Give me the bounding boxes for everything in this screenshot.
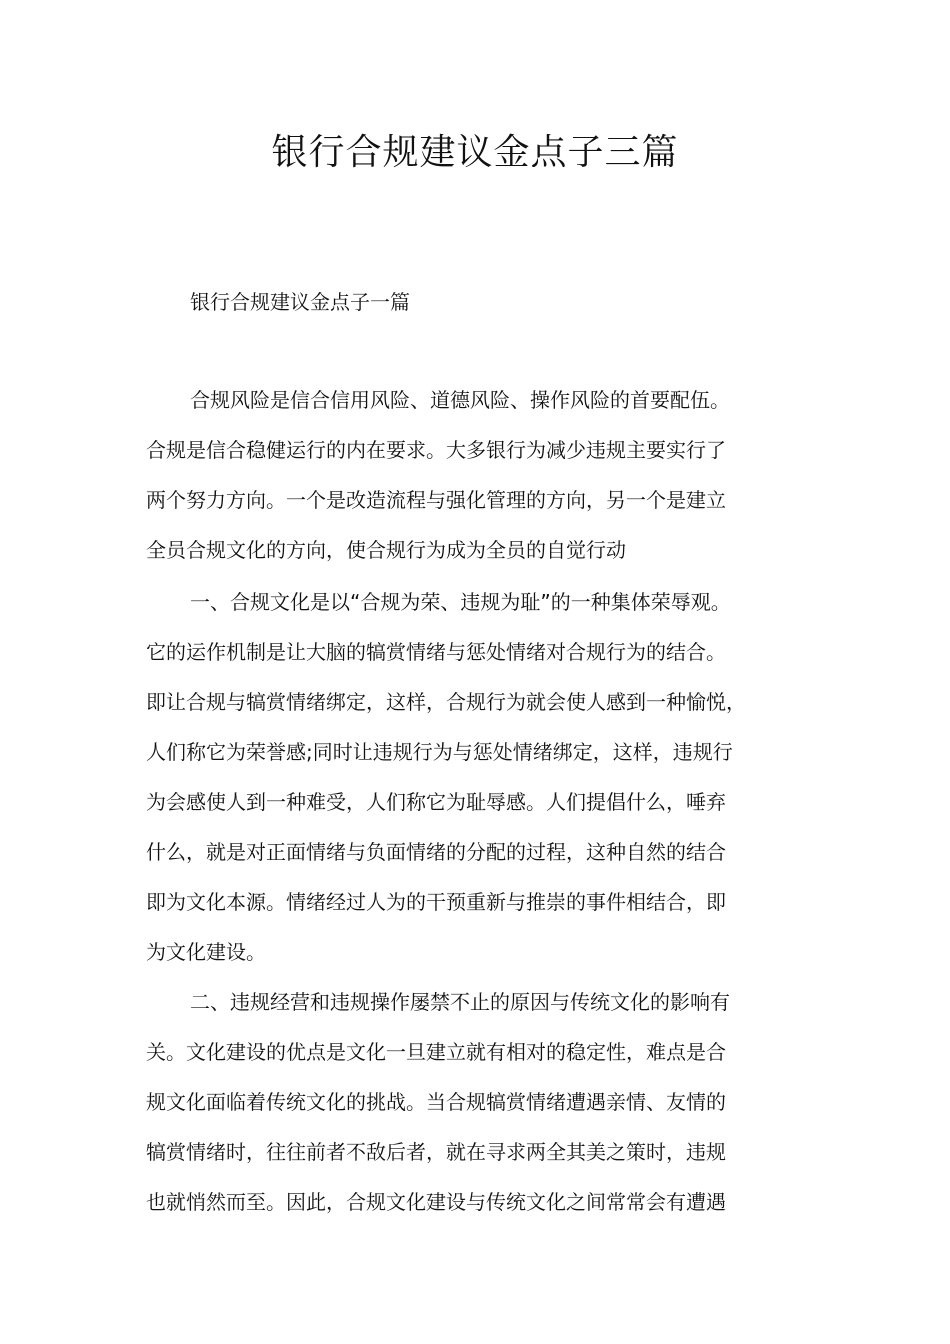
- paragraph-line: 一、合规文化是以“合规为荣、违规为耻”的一种集体荣辱观。: [190, 590, 731, 614]
- paragraph-line: 二、违规经营和违规操作屡禁不止的原因与传统文化的影响有: [190, 990, 730, 1014]
- paragraph-line: 即让合规与犒赏情绪绑定，这样，合规行为就会使人感到一种愉悦，: [146, 690, 746, 714]
- paragraph-line: 规文化面临着传统文化的挑战。当合规犒赏情绪遭遇亲情、友情的: [146, 1090, 726, 1114]
- paragraph-line: 什么，就是对正面情绪与负面情绪的分配的过程，这种自然的结合: [146, 840, 726, 864]
- paragraph-line: 犒赏情绪时，往往前者不敌后者，就在寻求两全其美之策时，违规: [146, 1140, 726, 1164]
- document-title: 银行合规建议金点子三篇: [271, 132, 679, 173]
- paragraph-line: 为会感使人到一种难受，人们称它为耻辱感。人们提倡什么，唾弃: [146, 790, 726, 814]
- paragraph-line: 合规风险是信合信用风险、道德风险、操作风险的首要配伍。: [190, 388, 730, 412]
- paragraph-line: 即为文化本源。情绪经过人为的干预重新与推崇的事件相结合，即: [146, 890, 726, 914]
- paragraph-line: 关。文化建设的优点是文化一旦建立就有相对的稳定性，难点是合: [146, 1040, 726, 1064]
- paragraph-line: 人们称它为荣誉感;同时让违规行为与惩处情绪绑定，这样，违规行: [146, 740, 733, 764]
- paragraph-line: 它的运作机制是让大脑的犒赏情绪与惩处情绪对合规行为的结合。: [146, 640, 726, 664]
- paragraph-line: 两个努力方向。一个是改造流程与强化管理的方向，另一个是建立: [146, 488, 726, 512]
- section-heading: 银行合规建议金点子一篇: [190, 290, 410, 314]
- paragraph-line: 也就悄然而至。因此，合规文化建设与传统文化之间常常会有遭遇: [146, 1190, 726, 1214]
- paragraph-line: 全员合规文化的方向，使合规行为成为全员的自觉行动: [146, 538, 626, 562]
- paragraph-line: 合规是信合稳健运行的内在要求。大多银行为减少违规主要实行了: [146, 438, 726, 462]
- paragraph-line: 为文化建设。: [146, 940, 266, 964]
